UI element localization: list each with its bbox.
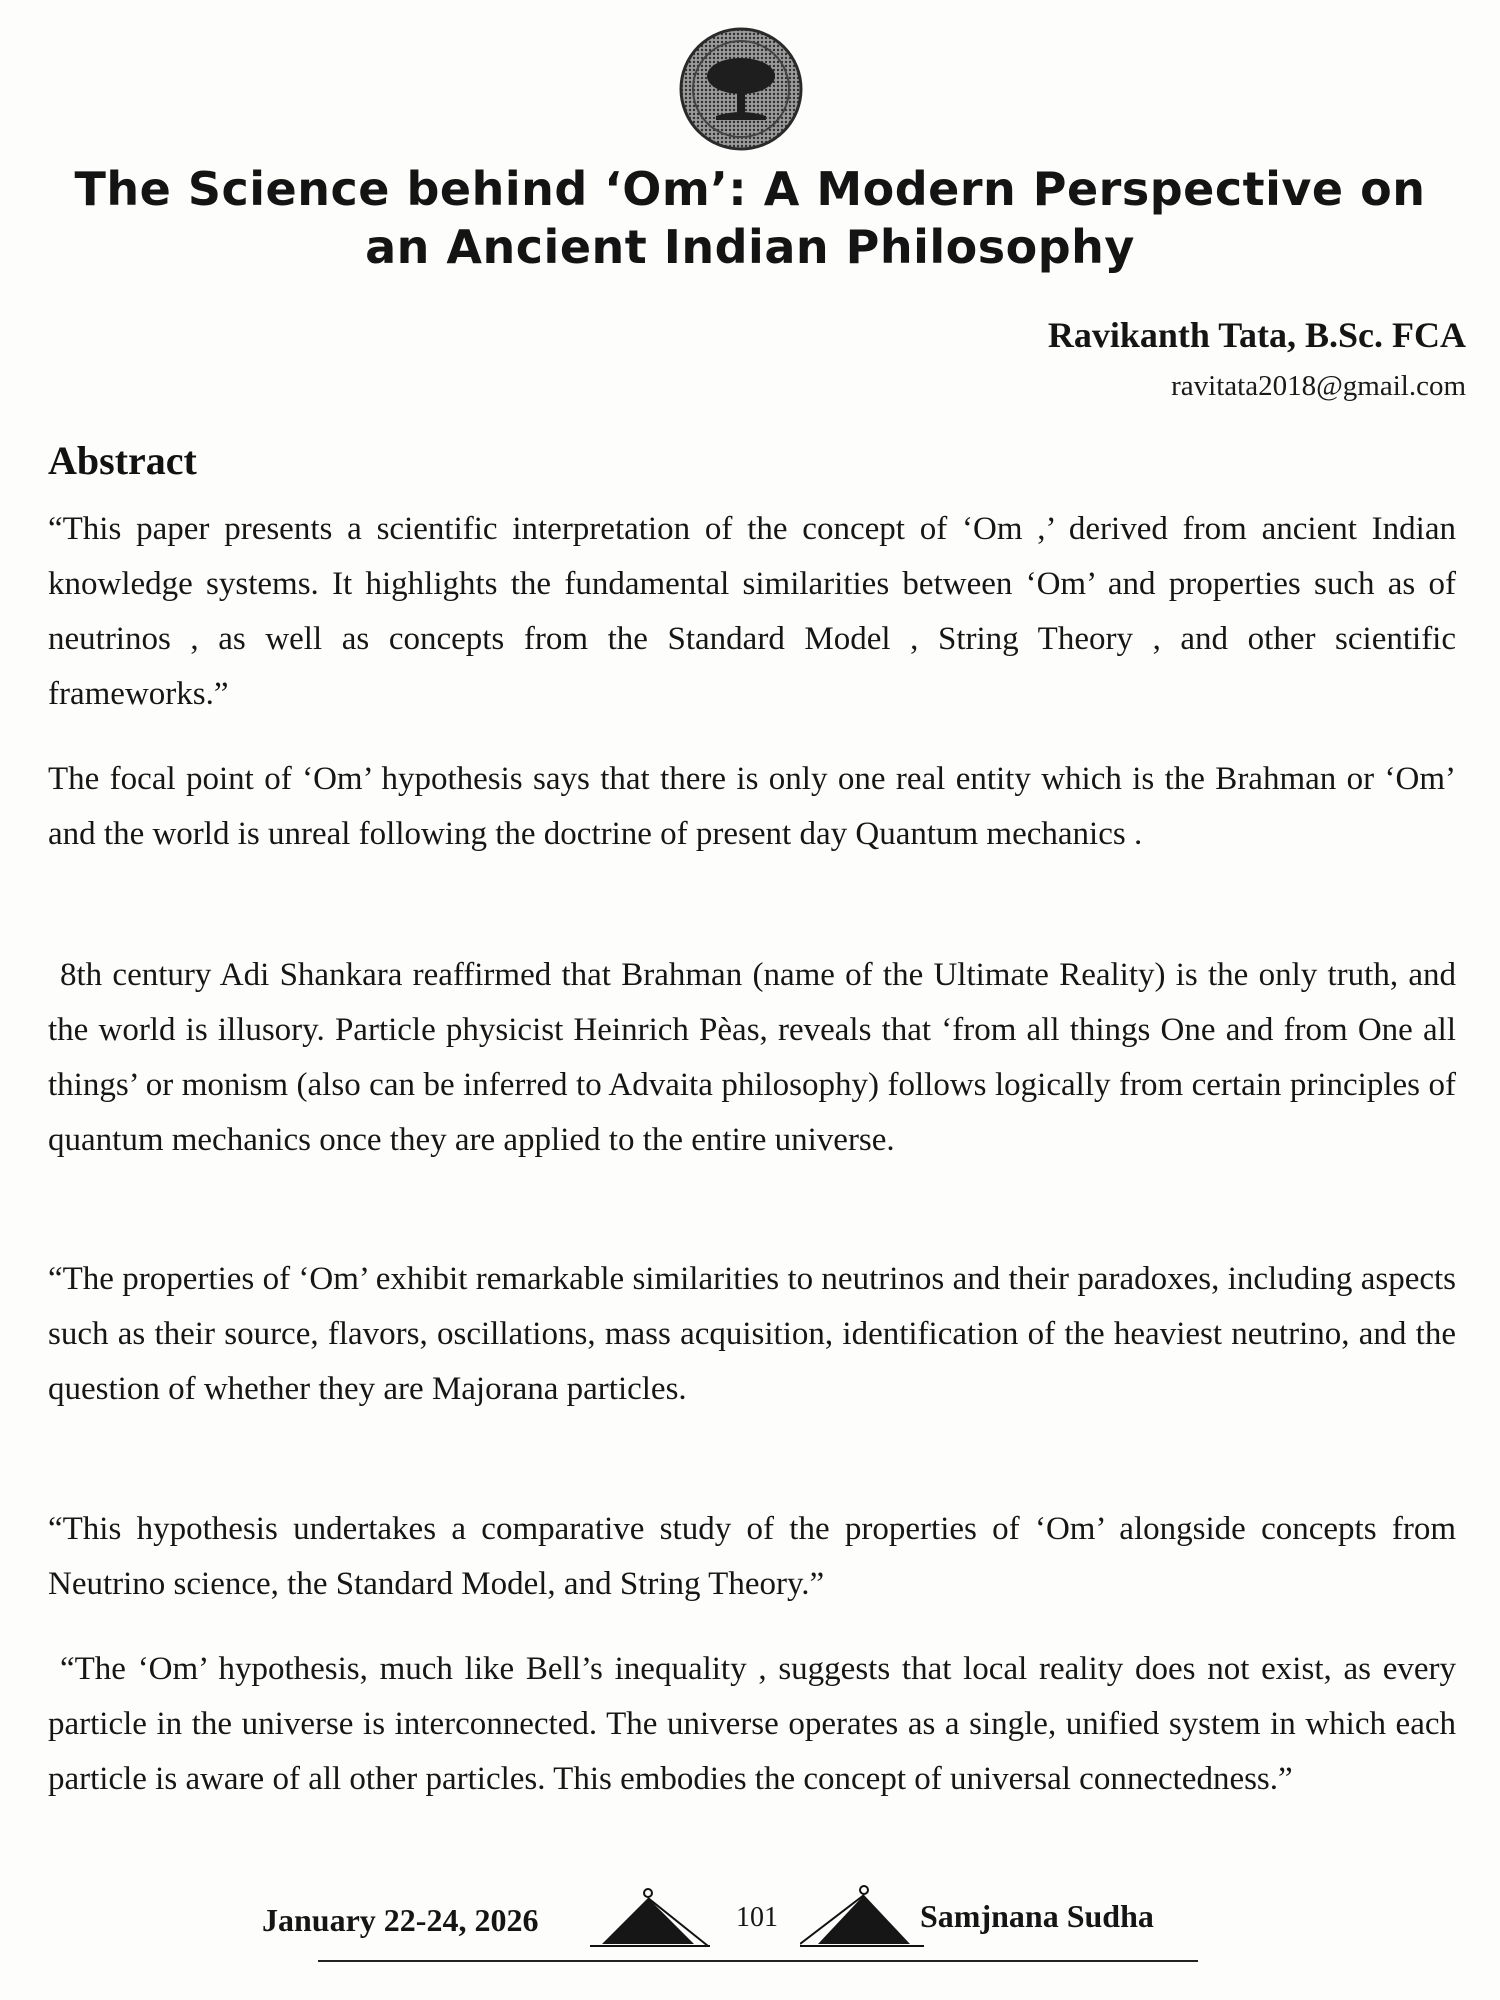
abstract-paragraph: “This hypothesis undertakes a comparative study of the properties of ‘Om’ alongside concepts from Neutrino science, the Standard Model, and String Theory.”	[48, 1511, 1456, 1602]
abstract-paragraph: “This paper presents a scientific interpretation of the concept of ‘Om ,’ derived from ancient Indian knowledge systems. It highlights the fundamental similarities between ‘Om’ and properties such as of neutrinos , as well as concepts from the Standard Model , String Theory , and other scientific frameworks.”	[48, 511, 1456, 712]
footer-date: January 22-24, 2026	[262, 1902, 539, 1938]
pyramid-icon	[800, 1882, 924, 1950]
paper-title: The Science behind ‘Om’: A Modern Perspective on an Ancient Indian Philosophy	[74, 162, 1426, 274]
abstract-paragraph: The focal point of ‘Om’ hypothesis says that there is only one real entity which is the Brahman or ‘Om’ and the world is unreal following the doctrine of present day Quantum mechanics .	[48, 761, 1456, 852]
abstract-paragraph: 8th century Adi Shankara reaffirmed that Brahman (name of the Ultimate Reality) is the only truth, and the world is illusory. Particle physicist Heinrich Pèas, reveals that ‘from all things One and from One all things’ or monism (also can be inferred to Advaita philosophy) follows logically from certain principles of quantum mechanics once they are applied to the entire universe.	[48, 957, 1456, 1158]
author-name: Ravikanth Tata, B.Sc. FCA	[1047, 315, 1466, 355]
footer-journal-name: Samjnana Sudha	[920, 1898, 1154, 1934]
abstract-paragraph: “The properties of ‘Om’ exhibit remarkable similarities to neutrinos and their paradoxes, including aspects such as their source, flavors, oscillations, mass acquisition, identification of the heaviest neutrino, and the question of whether they are Majorana particles.	[48, 1261, 1456, 1407]
page-footer	[0, 1880, 1500, 1980]
footer-rule	[318, 1958, 1198, 1964]
page-number: 101	[736, 1902, 778, 1933]
abstract-paragraph: “The ‘Om’ hypothesis, much like Bell’s inequality , suggests that local reality does not exist, as every particle in the universe is interconnected. The universe operates as a single, unified system in which each particle is aware of all other particles. This embodies the concept of universal connectedness.”	[48, 1651, 1456, 1797]
pyramid-icon	[590, 1886, 710, 1950]
abstract-heading: Abstract	[48, 438, 197, 483]
tree-emblem-logo	[676, 24, 806, 154]
author-email: ravitata2018@gmail.com	[1171, 370, 1466, 402]
